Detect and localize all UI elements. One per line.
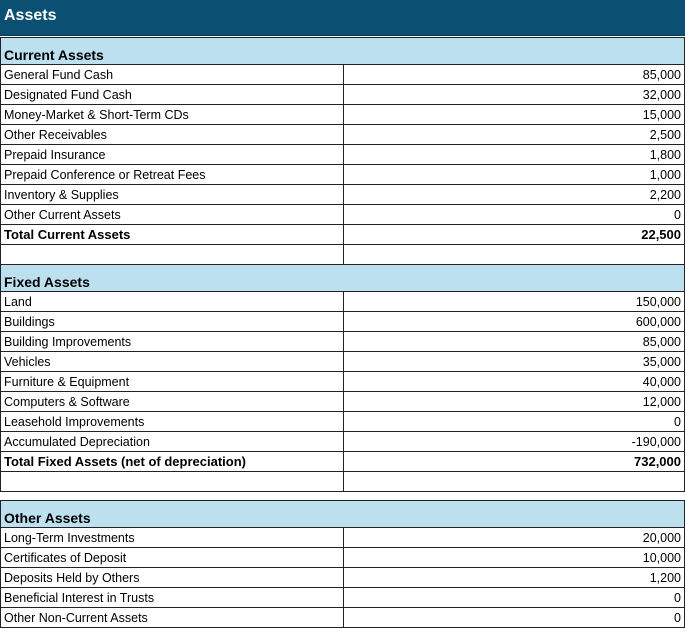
row-value[interactable]: -190,000 [344,432,685,452]
sheet-title: Assets [0,0,685,36]
table-row[interactable] [1,145,685,165]
table-row[interactable] [1,392,685,412]
row-label[interactable]: Long-Term Investments [1,528,344,548]
table-row[interactable] [1,608,685,628]
row-value[interactable]: 12,000 [344,392,685,412]
row-label[interactable]: Prepaid Conference or Retreat Fees [1,165,344,185]
row-label[interactable]: General Fund Cash [1,65,344,85]
row-label[interactable]: Inventory & Supplies [1,185,344,205]
table-row[interactable] [1,312,685,332]
table-row[interactable] [1,548,685,568]
table-row[interactable] [1,105,685,125]
fixed-assets-table [0,264,685,492]
row-label[interactable]: Building Improvements [1,332,344,352]
row-label[interactable]: Designated Fund Cash [1,85,344,105]
blank-row[interactable] [1,472,685,492]
row-value[interactable]: 0 [344,205,685,225]
row-label[interactable]: Vehicles [1,352,344,372]
row-value[interactable]: 20,000 [344,528,685,548]
other-assets-table [0,500,685,628]
total-value[interactable]: 22,500 [344,225,685,245]
table-row[interactable] [1,352,685,372]
row-value[interactable]: 2,500 [344,125,685,145]
row-label[interactable]: Accumulated Depreciation [1,432,344,452]
row-value[interactable]: 32,000 [344,85,685,105]
total-label[interactable]: Total Current Assets [1,225,344,245]
blank-row[interactable] [1,245,685,265]
table-row[interactable] [1,85,685,105]
row-value[interactable]: 0 [344,588,685,608]
blank-cell[interactable] [1,472,344,492]
table-row[interactable] [1,588,685,608]
row-label[interactable]: Leasehold Improvements [1,412,344,432]
total-row[interactable] [1,225,685,245]
row-value[interactable]: 40,000 [344,372,685,392]
table-row[interactable] [1,125,685,145]
table-row[interactable] [1,165,685,185]
row-value[interactable]: 85,000 [344,65,685,85]
row-value[interactable]: 10,000 [344,548,685,568]
row-value[interactable]: 85,000 [344,332,685,352]
row-label[interactable]: Land [1,292,344,312]
table-row[interactable] [1,372,685,392]
row-label[interactable]: Deposits Held by Others [1,568,344,588]
row-label[interactable]: Buildings [1,312,344,332]
table-row[interactable] [1,432,685,452]
table-row[interactable] [1,205,685,225]
blank-cell[interactable] [1,245,344,265]
section-heading-fixed-assets: Fixed Assets [1,265,685,292]
row-label[interactable]: Certificates of Deposit [1,548,344,568]
current-assets-table [0,37,685,265]
total-label[interactable]: Total Fixed Assets (net of depreciation) [1,452,344,472]
table-row[interactable] [1,528,685,548]
row-value[interactable]: 15,000 [344,105,685,125]
table-row[interactable] [1,185,685,205]
row-value[interactable]: 0 [344,412,685,432]
table-row[interactable] [1,65,685,85]
row-label[interactable]: Other Current Assets [1,205,344,225]
row-value[interactable]: 600,000 [344,312,685,332]
section-heading-current-assets: Current Assets [1,38,685,65]
table-row[interactable] [1,568,685,588]
row-label[interactable]: Money-Market & Short-Term CDs [1,105,344,125]
row-value[interactable]: 1,000 [344,165,685,185]
blank-cell[interactable] [344,245,685,265]
blank-cell[interactable] [344,472,685,492]
row-label[interactable]: Beneficial Interest in Trusts [1,588,344,608]
row-value[interactable]: 150,000 [344,292,685,312]
row-label[interactable]: Other Non-Current Assets [1,608,344,628]
row-value[interactable]: 35,000 [344,352,685,372]
row-value[interactable]: 1,800 [344,145,685,165]
row-value[interactable]: 2,200 [344,185,685,205]
row-value[interactable]: 0 [344,608,685,628]
row-label[interactable]: Prepaid Insurance [1,145,344,165]
table-row[interactable] [1,292,685,312]
row-value[interactable]: 1,200 [344,568,685,588]
section-header [1,501,685,528]
section-heading-other-assets: Other Assets [1,501,685,528]
row-label[interactable]: Furniture & Equipment [1,372,344,392]
section-header [1,38,685,65]
total-row[interactable] [1,452,685,472]
table-row[interactable] [1,412,685,432]
total-value[interactable]: 732,000 [344,452,685,472]
section-header [1,265,685,292]
row-label[interactable]: Other Receivables [1,125,344,145]
row-label[interactable]: Computers & Software [1,392,344,412]
table-row[interactable] [1,332,685,352]
